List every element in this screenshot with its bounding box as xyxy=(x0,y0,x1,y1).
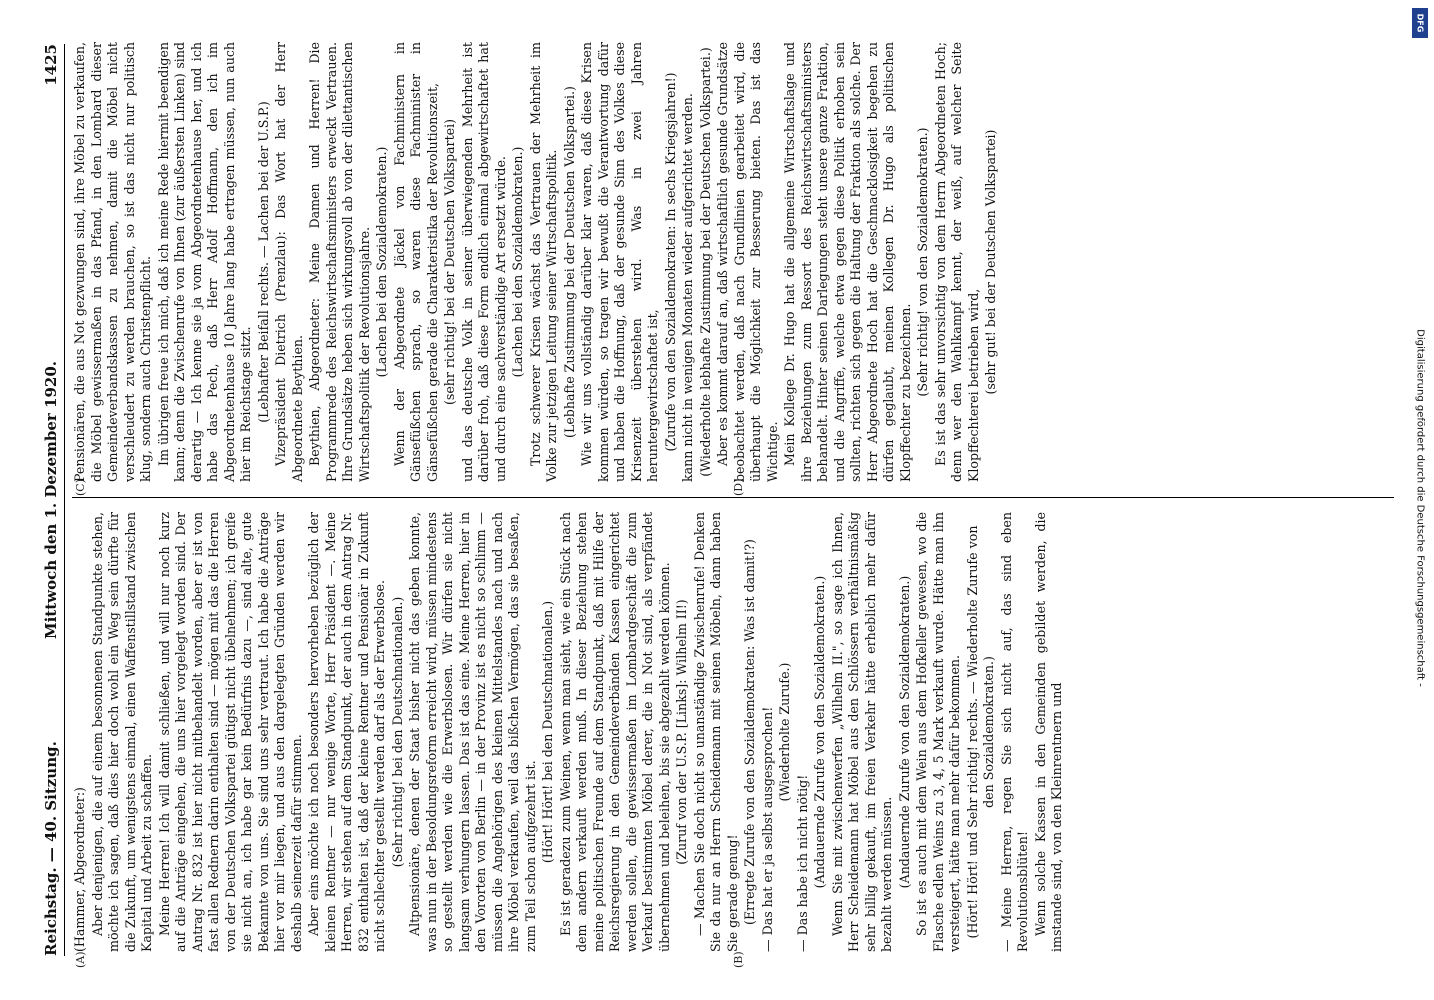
paragraph: So ist es auch mit dem Wein aus dem Hofkeller gewesen, wo die Flasche edlen Weins zu 3, 4, 5 Mark verkauft wurde. Hätte man ihn versteigert, hätte man mehr dafür bekommen. xyxy=(914,512,962,952)
paragraph: — Meine Herren, regen Sie sich nicht auf, das sind eben Revolutionsblüten! xyxy=(998,512,1030,952)
header-center: Mittwoch den 1. Dezember 1920. xyxy=(42,361,60,639)
paragraph: Meine Herren! Ich will damit schließen, und will nur noch kurz auf die Anträge eingehen, die uns hier vorgelegt worden sind. Der Antrag Nr. 832 ist hier nicht mitbehandelt worden, aber er ist von fast allen Rednern darin enthalten sind — mögen mit das die Herren von der Deutschen Volkspartei gütigst nicht übelnehmen; ich greife sie nicht an, ich habe gar kein Bedürfnis dazu —, sind alte, gute Bekannte von uns. Sie sind uns sehr vertraut. Ich habe die Anträge hier vor mir liegen, und aus den dargelegten Gründen werden wir deshalb seinerzeit dafür stimmen. xyxy=(156,512,304,952)
left-column xyxy=(72,512,1394,952)
header-left: Reichstag. — 40. Sitzung. xyxy=(42,741,60,956)
dfg-logo: DFG xyxy=(1412,8,1428,38)
right-column xyxy=(72,42,1394,482)
paragraph: Aber denjenigen, die auf einem besonnenen Standpunkte stehen, möchte ich sagen, daß dies hier doch wohl ein Weg sein dürfte für die Zukunft, um wenigstens einmal, einen Waffenstillstand zwischen Kapital und Arbeit zu schaffen. xyxy=(89,512,154,952)
interjection: (Sehr richtig! von den Sozialdemokraten.) xyxy=(915,127,930,397)
paragraph: — Machen Sie doch nicht so unanständige Zwischenrufe! Denken Sie da nur an Herrn Scheidemann mit seinen Möbeln, dann haben Sie gerade genug! xyxy=(691,512,740,952)
page-number: 1425 xyxy=(42,44,60,86)
interjection: (Andauernde Zurufe von den Sozialdemokraten.) xyxy=(896,575,912,889)
interjection: (Wiederholte lebhafte Zustimmung bei der Deutschen Volkspartei.) xyxy=(697,47,713,477)
interjection: (Lachen bei den Sozialdemokraten.) xyxy=(374,146,389,378)
column-divider xyxy=(72,497,1394,498)
paragraph: Mein Kollege Dr. Hugo hat die allgemeine Wirtschaftslage und ihre Beziehungen zum Ressort des Reichswirtschaftsministers behandelt. Hinter seinen Darlegungen steht unsere ganze Fraktion, und die Angriffe, welche etwa gegen diese Politik erhoben sein sollten, richten sich gegen die Haltung der Fraktion als solche. Der Herr Abgeordnete Hoch hat die Geschmacklosigkeit begehen zu dürfen geglaubt, meinen Kollegen Dr. Hugo als politischen Klopffechter zu bezeichnen. xyxy=(782,42,913,482)
paragraph: Wie wir uns vollständig darüber klar waren, daß diese Krisen kommen würden, so tragen wir bewußt die Verantwortung dafür und haben die Hoffnung, daß der gesunde Sinn des Volkes diese Krisenzeit überstehen wird. Was in zwei Jahren heruntergewirtschaftet ist, xyxy=(579,42,660,482)
interjection: (Zuruf von der U.S.P. [Links]: Wilhelm II!) xyxy=(674,599,689,865)
digitization-note: Digitalisierung gefördert durch die Deutsche Forschungsgemeinschaft - xyxy=(1414,329,1426,687)
rotated-page xyxy=(32,30,1402,970)
paragraph: Altpensionäre, denen der Staat bisher nicht das geben konnte, was nun in der Besoldungsreform erreicht wird, müssen mindestens so gestellt werden wie die Erwerbslosen. Wir dürfen sie nicht langsam verhungern lassen. Das ist das eine. Meine Herren, hier in den Vororten von Berlin — in der Provinz ist es nicht so schlimm — müssen die Angehörigen des kleinen Mittelstandes nach und nach ihre Möbel verkaufen, weil das bißchen Vermögen, das sie besaßen, zum Teil schon aufgezehrt ist. xyxy=(407,512,538,952)
paragraph: Aber es kommt darauf an, daß wirtschaftlich gesunde Grundsätze beobachtet werden, daß nach Grundlinien gearbeitet wird, die überhaupt die Möglichkeit zur Besserung bieten. Das ist das Wichtige. xyxy=(715,42,780,482)
interjection: (Erregte Zurufe von den Sozialdemokraten: Was ist damit!?) xyxy=(742,539,757,925)
paragraph: Wenn solche Kassen in den Gemeinden gebildet werden, die imstande sind, von den Kleinrentnern und xyxy=(1032,512,1064,952)
paragraph: Vizepräsident Dietrich (Prenzlau): Das Wort hat der Herr Abgeordnete Beythien. xyxy=(273,42,305,482)
paragraph: Wenn der Abgeordnete Jäckel von Fachministern in Gänsefüßchen sprach, so waren diese Fachminister in Gänsefüßchen gerade die Charakteristika der Revolutionszeit, xyxy=(391,42,440,482)
interjection: (Hört! Hört! und Sehr richtig! rechts. — Wiederholte Zurufe von den Sozialdemokraten.) xyxy=(964,525,996,939)
page-header xyxy=(38,44,65,956)
interjection: (Hört! Hört! bei den Deutschnationalen.) xyxy=(540,600,555,864)
paragraph: Im übrigen freue ich mich, daß ich meine Rede hiermit beendigen kann; denn die Zwischenrufe von Ihnen (zur äußersten Linken) sind derartig — Ich kenne sie ja vom Abgeordnetenhause her, und ich habe das Pech, daß Herr Adolf Hoffmann, den ich im Abgeordnetenhause 10 Jahre lang habe ertragen müssen, nun auch hier im Reichstage sitzt. xyxy=(155,42,253,482)
paragraph: — Das habe ich nicht nötig! xyxy=(794,774,810,952)
interjection: (Lebhafter Beifall rechts. — Lachen bei der U.S.P.) xyxy=(255,101,271,423)
paragraph: Es ist geradezu zum Weinen, wenn man sieht, wie ein Stück nach dem andern verkauft werden muß. In dieser Beziehung stehen meine politischen Freunde auf dem Standpunkt, daß mit Hilfe der Reichsregierung in den Gemeindeverbänden Kassen eingerichtet werden sollen, die gewissermaßen im Lombardgeschäft die zum Verkauf bestimmten Möbel derer, die in Not sind, als verpfändet übernehmen und beleihen, bis sie abgezahlt werden können. xyxy=(557,512,672,952)
speaker-line: (Hammer, Abgeordneter:) xyxy=(72,787,87,952)
paragraph: Aber eins möchte ich noch besonders hervorheben bezüglich der kleinen Rentner — nur wenige Worte, Herr Präsident —. Meine Herren, wir stehen auf dem Standpunkt, der auch in dem Antrag Nr. 832 enthalten ist, daß der kleine Rentner und Pensionär in Zukunft nicht schlechter gestellt werden darf als der Erwerbslose. xyxy=(306,512,387,952)
interjection: (Lachen bei den Sozialdemokraten.) xyxy=(510,146,525,378)
interjection: (Lebhafte Zustimmung bei der Deutschen Volkspartei.) xyxy=(561,86,577,438)
paragraph: Es ist das sehr unvorsichtig von dem Herrn Abgeordneten Hoch; denn wer den Wahlkampf kennt, der weiß, auf welcher Seite Klopffechterei betrieben wird, xyxy=(932,42,981,482)
interjection: (sehr gut! bei der Deutschen Volkspartei) xyxy=(983,129,998,395)
interjection: (Wiederholte Zurufe.) xyxy=(777,662,792,802)
margin-marker-b: (B) xyxy=(732,951,745,968)
paragraph: Beythien, Abgeordneter: Meine Damen und Herren! Die Programmrede des Reichswirtschaftsministers erweckt Vertrauen. Ihre Grundsätze heben sich wirkungsvoll ab von der dilettantischen Wirtschaftspolitik der Revolutionsjahre. xyxy=(307,42,372,482)
paragraph: Pensionären, die aus Not gezwungen sind, ihre Möbel zu verkaufen, die Möbel gewissermaßen in das Pfand, in den Lombard dieser Gemeindeverbandskassen zu nehmen, damit die Möbel nicht verschleudert zu werden brauchen, so ist das nicht nur politisch klug, sondern auch Christenpflicht. xyxy=(72,42,153,482)
paragraph: kann nicht in wenigen Monaten wieder aufgerichtet werden. xyxy=(680,93,695,482)
paragraph: und das deutsche Volk in seiner überwiegenden Mehrheit ist darüber froh, daß diese Form endlich einmal abgewirtschaftet hat und durch eine sachverständige Art ersetzt würde. xyxy=(459,42,508,482)
interjection: (Zurufe von den Sozialdemokraten: In sechs Kriegsjahren!) xyxy=(662,72,678,452)
margin-marker-c: (C) xyxy=(74,479,87,496)
paragraph: — Das hat er ja selbst ausgesprochen! xyxy=(759,706,775,952)
digitization-stamp xyxy=(1408,8,1432,998)
interjection: (sehr richtig! bei der Deutschen Volkspartei) xyxy=(442,118,457,406)
interjection: (Andauernde Zurufe von den Sozialdemokraten.) xyxy=(812,575,827,889)
margin-marker-a: (A) xyxy=(74,951,87,968)
paragraph: Trotz schwerer Krisen wächst das Vertrauen der Mehrheit im Volke zur jetzigen Leitung seiner Wirtschaftspolitik. xyxy=(527,42,559,482)
paragraph: Wenn Sie mit zwischenwerfen „Wilhelm II.", so sage ich Ihnen, Herr Scheidemann hat Möbel aus den Schlössern verhältnismäßig sehr billig gekauft, im freien Verkehr hätte erheblich mehr dafür bezahlt werden müssen. xyxy=(829,512,894,952)
margin-marker-d: (D) xyxy=(732,478,745,496)
interjection: (Sehr richtig! bei den Deutschnationalen.) xyxy=(389,596,405,868)
